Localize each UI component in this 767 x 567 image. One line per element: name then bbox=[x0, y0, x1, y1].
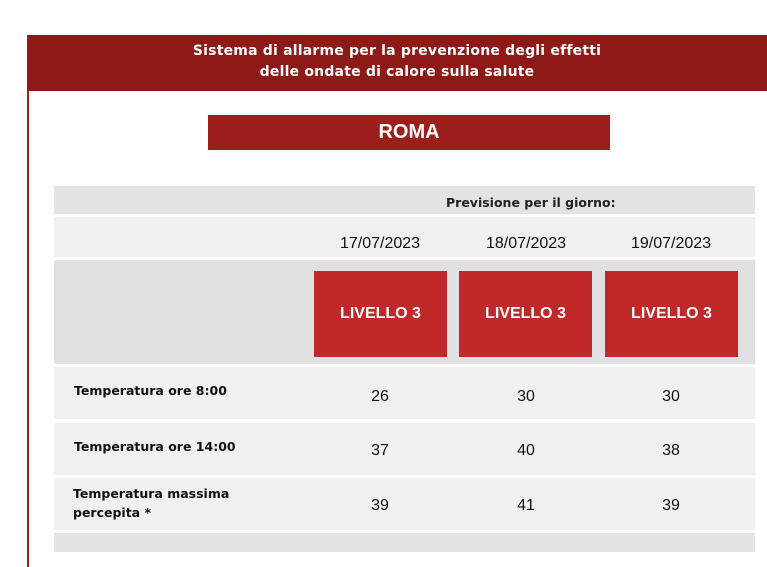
row-label-line2: percepita * bbox=[73, 505, 152, 520]
temperature-value: 30 bbox=[517, 388, 535, 405]
header-title-line1: Sistema di allarme per la prevenzione degli effetti bbox=[192, 43, 602, 59]
row-label: Temperatura ore 8:00 bbox=[74, 383, 227, 398]
alert-level-badge: LIVELLO 3 bbox=[314, 271, 447, 357]
temperature-value: 37 bbox=[371, 442, 389, 459]
temperature-value: 40 bbox=[517, 442, 535, 459]
temperature-value: 41 bbox=[517, 497, 535, 514]
temperature-value: 39 bbox=[662, 497, 680, 514]
header-banner bbox=[27, 35, 767, 91]
alert-level-badge: LIVELLO 3 bbox=[459, 271, 592, 357]
city-title: ROMA bbox=[208, 115, 610, 150]
temperature-row-14 bbox=[54, 423, 755, 475]
temperature-value: 38 bbox=[662, 442, 680, 459]
alert-level-badge: LIVELLO 3 bbox=[605, 271, 738, 357]
header-title-line2: delle ondate di calore sulla salute bbox=[259, 64, 535, 80]
temperature-row-8 bbox=[54, 367, 755, 419]
temperature-value: 26 bbox=[371, 388, 389, 405]
row-label-line1: Temperatura massima bbox=[73, 486, 230, 501]
forecast-date: 17/07/2023 bbox=[339, 235, 421, 252]
levels-row bbox=[54, 260, 755, 364]
temperature-value: 30 bbox=[662, 388, 680, 405]
perceived-max-temperature-row bbox=[54, 478, 755, 530]
forecast-date: 18/07/2023 bbox=[485, 235, 567, 252]
row-label bbox=[73, 484, 229, 522]
temperature-value: 39 bbox=[371, 497, 389, 514]
table-footer-row bbox=[54, 533, 755, 552]
forecast-header-row bbox=[54, 186, 755, 214]
dates-row bbox=[54, 217, 755, 257]
row-label: Temperatura ore 14:00 bbox=[74, 439, 236, 454]
forecast-date: 19/07/2023 bbox=[630, 235, 712, 252]
forecast-label: Previsione per il giorno: bbox=[446, 195, 616, 210]
